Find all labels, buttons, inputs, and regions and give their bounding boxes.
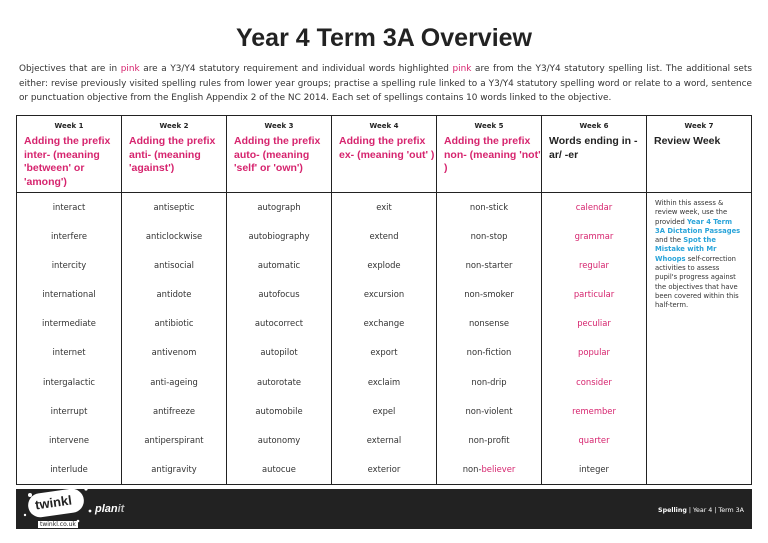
week-4-header	[332, 116, 437, 193]
week-label: Week 4	[369, 122, 399, 130]
dictation-passages-link[interactable]: Year 4 Term 3A Dictation Passages	[655, 217, 741, 235]
word-item: calendar	[575, 202, 613, 212]
week-7-header	[647, 116, 752, 193]
word-item: autograph	[257, 202, 301, 212]
week-label: Week 2	[159, 122, 189, 130]
word-item: exit	[376, 202, 392, 212]
word-item: automatic	[257, 260, 301, 271]
week-2-words	[122, 193, 227, 485]
word-item: nonsense	[468, 318, 510, 329]
word-item	[437, 455, 541, 484]
intro-pink-word: pink	[120, 64, 140, 74]
review-text-part: self-correction activities to assess pupil's progress against the objectives that have been covered within this half-term.	[655, 254, 739, 310]
intro-text: are a Y3/Y4 statutory requirement and individual words highlighted	[139, 64, 453, 74]
week-label: Week 3	[264, 122, 294, 130]
logo-url: twinkl.co.uk	[40, 521, 76, 528]
word-item: quarter	[578, 434, 610, 445]
word-item: consider	[576, 376, 612, 387]
word-item: exchange	[363, 318, 405, 329]
footer-subject: Spelling	[658, 507, 687, 514]
planit-brand	[95, 503, 124, 515]
word-item: antisocial	[154, 260, 194, 271]
word-item: antidote	[156, 289, 192, 300]
footer-bar	[16, 489, 752, 529]
word-item: autocue	[262, 463, 296, 474]
word-item: intercity	[51, 260, 87, 271]
word-item: anti-ageing	[150, 376, 198, 387]
word-item: non-fiction	[466, 347, 512, 358]
word-item: autopilot	[260, 347, 298, 358]
word-item: autobiography	[248, 231, 310, 242]
word-item: intermediate	[42, 318, 96, 329]
word-item: antibiotic	[154, 318, 194, 329]
week-2-header	[122, 116, 227, 193]
footer-caption	[658, 507, 744, 514]
word-item: interlude	[50, 463, 88, 474]
word-item: anticlockwise	[145, 231, 203, 242]
word-item: non-starter	[465, 260, 513, 271]
intro-paragraph	[19, 62, 752, 106]
word-item: particular	[573, 289, 615, 300]
overview-table	[16, 115, 752, 485]
week-7-review	[647, 193, 752, 485]
word-item: regular	[579, 260, 609, 271]
word-item: exterior	[367, 463, 401, 474]
word-item: non-drip	[471, 376, 507, 387]
word-item: expel	[372, 405, 396, 416]
week-label: Week 7	[684, 122, 714, 130]
word-item: extend	[369, 231, 399, 242]
week-objective: Review Week	[654, 135, 721, 147]
word-item: antivenom	[151, 347, 197, 358]
word-item: interfere	[50, 231, 88, 242]
intro-pink-word: pink	[452, 64, 472, 74]
word-item: intervene	[48, 434, 90, 445]
word-item: excursion	[363, 289, 405, 300]
word-item: automobile	[255, 405, 303, 416]
word-item: remember	[572, 405, 616, 416]
brand-it: it	[117, 503, 125, 515]
word-item: popular	[578, 347, 610, 358]
footer-context: | Year 4 | Term 3A	[686, 507, 744, 514]
week-3-header	[227, 116, 332, 193]
word-item: non-stop	[470, 231, 508, 242]
word-item: antiseptic	[153, 202, 195, 212]
word-item: internet	[52, 347, 86, 358]
week-objective: Words ending in -ar/ -er	[549, 135, 638, 161]
word-item: integer	[579, 463, 609, 474]
word-item: autocorrect	[254, 318, 304, 329]
word-item: non-profit	[468, 434, 510, 445]
week-4-words	[332, 193, 437, 485]
word-item: external	[366, 434, 402, 445]
week-label: Week 6	[579, 122, 609, 130]
word-item: interact	[52, 202, 86, 212]
word-item: antifreeze	[152, 405, 196, 416]
word-item: non-smoker	[464, 289, 514, 300]
word-item: export	[370, 347, 398, 358]
word-item: peculiar	[577, 318, 611, 329]
week-objective: Adding the prefix anti- (meaning 'against')	[129, 135, 216, 174]
week-objective: Adding the prefix ex- (meaning 'out' )	[339, 135, 435, 161]
week-label: Week 5	[474, 122, 504, 130]
week-objective: Adding the prefix auto- (meaning 'self' or 'own')	[234, 135, 321, 174]
word-item: antiperspirant	[144, 434, 204, 445]
week-5-words	[437, 193, 542, 485]
week-6-words	[542, 193, 647, 485]
intro-text: Objectives that are in	[19, 64, 121, 74]
spot-the-mistake-link[interactable]: Spot the Mistake with Mr Whoops	[655, 236, 717, 263]
week-6-header	[542, 116, 647, 193]
page-title: Year 4 Term 3A Overview	[235, 24, 532, 52]
word-item: explode	[367, 260, 401, 271]
week-3-words	[227, 193, 332, 485]
week-objective: Adding the prefix non- (meaning 'not' )	[444, 135, 541, 174]
word-prefix: non-	[462, 463, 482, 474]
word-item: non-violent	[465, 405, 513, 416]
week-1-header	[17, 116, 122, 193]
brand-text: plan	[95, 503, 118, 515]
intro-text: are from the Y3/Y4 statutory spelling list. The additional sets either: revise previously visited spelling rules from lower year groups; practise a spelling rule linked to a Y3/Y4 statutory spelling word or relate to a word, sentence or punctuation objective from the English Appendix 2 of the NC 2014. Each set of spellings contains 10 words linked to the objective.	[19, 64, 752, 103]
word-item: autofocus	[258, 289, 300, 300]
week-objective: Adding the prefix inter- (meaning 'between' or 'among')	[24, 135, 111, 188]
word-item: international	[42, 289, 96, 300]
word-item: intergalactic	[42, 376, 96, 387]
word-pink: believer	[481, 463, 516, 474]
word-item: exclaim	[367, 376, 401, 387]
week-label: Week 1	[54, 122, 84, 130]
word-item: autorotate	[256, 376, 302, 387]
word-item: antigravity	[151, 463, 197, 474]
twinkl-logo[interactable]	[20, 481, 95, 539]
week-1-words	[17, 193, 122, 485]
week-5-header	[437, 116, 542, 193]
word-item: grammar	[574, 231, 614, 242]
review-text-part: Within this assess & review week, use the provided	[655, 199, 728, 226]
review-text-part: and the	[655, 236, 684, 245]
word-item: autonomy	[257, 434, 301, 445]
logo-text: twinkl	[34, 492, 73, 513]
review-text	[655, 199, 743, 311]
word-item: interrupt	[50, 405, 88, 416]
word-item: non-stick	[469, 202, 509, 212]
